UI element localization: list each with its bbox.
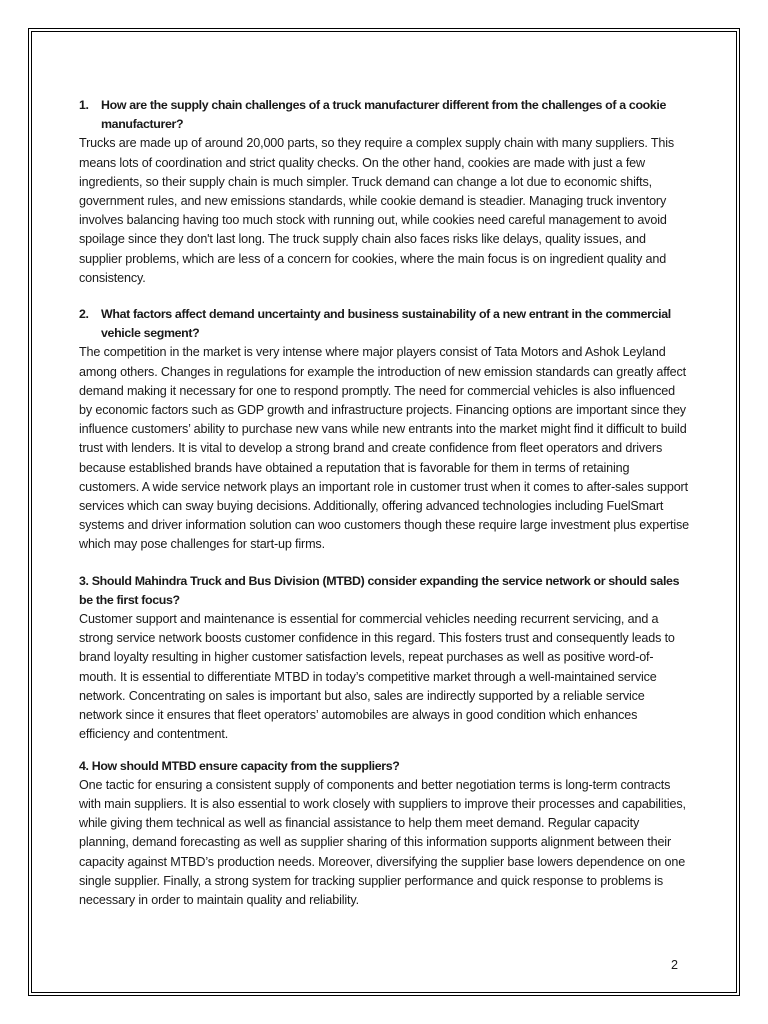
answer-1: Trucks are made up of around 20,000 parts, so they require a complex supply chain with many suppliers. This means lots of coordination and strict quality checks. On the other hand, cookies are made with just a few ingredients, so their supply chain is much simpler. Truck demand can change a lot due to economic shifts, government rules, and new emissions standards, while cookie demand is steadier. Managing truck inventory involves balancing having too much stock with running out, while cookies need careful management to avoid spoilage since they don't last long. The truck supply chain also faces risks like delays, quality issues, and supplier problems, which are less of a concern for cookies, where the main focus is on ingredient quality and consistency. xyxy=(79,136,675,285)
question-2 xyxy=(79,305,689,343)
question-2-text: What factors affect demand uncertainty and business sustainability of a new entrant in the commercial vehicle segment? xyxy=(101,307,671,341)
section-4 xyxy=(79,757,689,911)
section-2 xyxy=(79,305,689,555)
document-body xyxy=(79,96,689,927)
question-3: 3. Should Mahindra Truck and Bus Division (MTBD) consider expanding the service network or should sales be the first focus? xyxy=(79,573,680,607)
question-1 xyxy=(79,96,689,134)
page-number: 2 xyxy=(671,958,679,972)
answer-2: The competition in the market is very intense where major players consist of Tata Motors and Ashok Leyland among others. Changes in regulations for example the introduction of new emission standards can greatly affect demand making it necessary for one to respond promptly. The need for commercial vehicles is also influenced by economic factors such as GDP growth and infrastructure projects. Financing options are important since they influence customers’ ability to purchase new vans while new entrants into the market might find it difficult to build trust with lenders. It is vital to develop a strong brand and create confidence from fleet operators and drivers because established brands have obtained a reputation that is favorable for them in terms of retaining customers. A wide service network plays an important role in customer trust when it comes to after-sales support services which can sway buying decisions. Additionally, offering advanced technologies including FuelSmart systems and driver information solution can woo customers though these require large investment plus expertise which may pose challenges for start-up firms. xyxy=(79,345,690,552)
question-2-number: 2. xyxy=(79,307,89,322)
question-1-number: 1. xyxy=(79,98,89,112)
question-1-text: How are the supply chain challenges of a truck manufacturer different from the challenges of a cookie manufacturer? xyxy=(101,98,667,132)
section-1 xyxy=(79,96,689,288)
answer-3: Customer support and maintenance is essential for commercial vehicles needing recurrent servicing, and a strong service network boosts customer confidence in this regard. This fosters trust and consequently leads to brand loyalty resulting in higher customer satisfaction levels, repeat purchases as well as positive word-of-mouth. It is essential to differentiate MTBD in today’s competitive market through a well-maintained service network. Concentrating on sales is important but also, sales are indirectly supported by a reliable service network since it ensures that fleet operators’ automobiles are always in good condition which enhances efficiency and contentment. xyxy=(79,612,675,742)
answer-4: One tactic for ensuring a consistent supply of components and better negotiation terms is long-term contracts with main suppliers. It is also essential to work closely with suppliers to improve their processes and capabilities, while giving them technical as well as financial assistance to help them meet demand. Regular capacity planning, demand forecasting as well as supplier sharing of this information supports alignment between their capacity against MTBD’s production needs. Moreover, diversifying the supplier base lowers dependence on one single supplier. Finally, a strong system for tracking supplier performance and quick response to problems is necessary in order to maintain quality and reliability. xyxy=(79,777,686,907)
question-4: 4. How should MTBD ensure capacity from the suppliers? xyxy=(79,758,400,773)
section-3 xyxy=(79,572,689,745)
